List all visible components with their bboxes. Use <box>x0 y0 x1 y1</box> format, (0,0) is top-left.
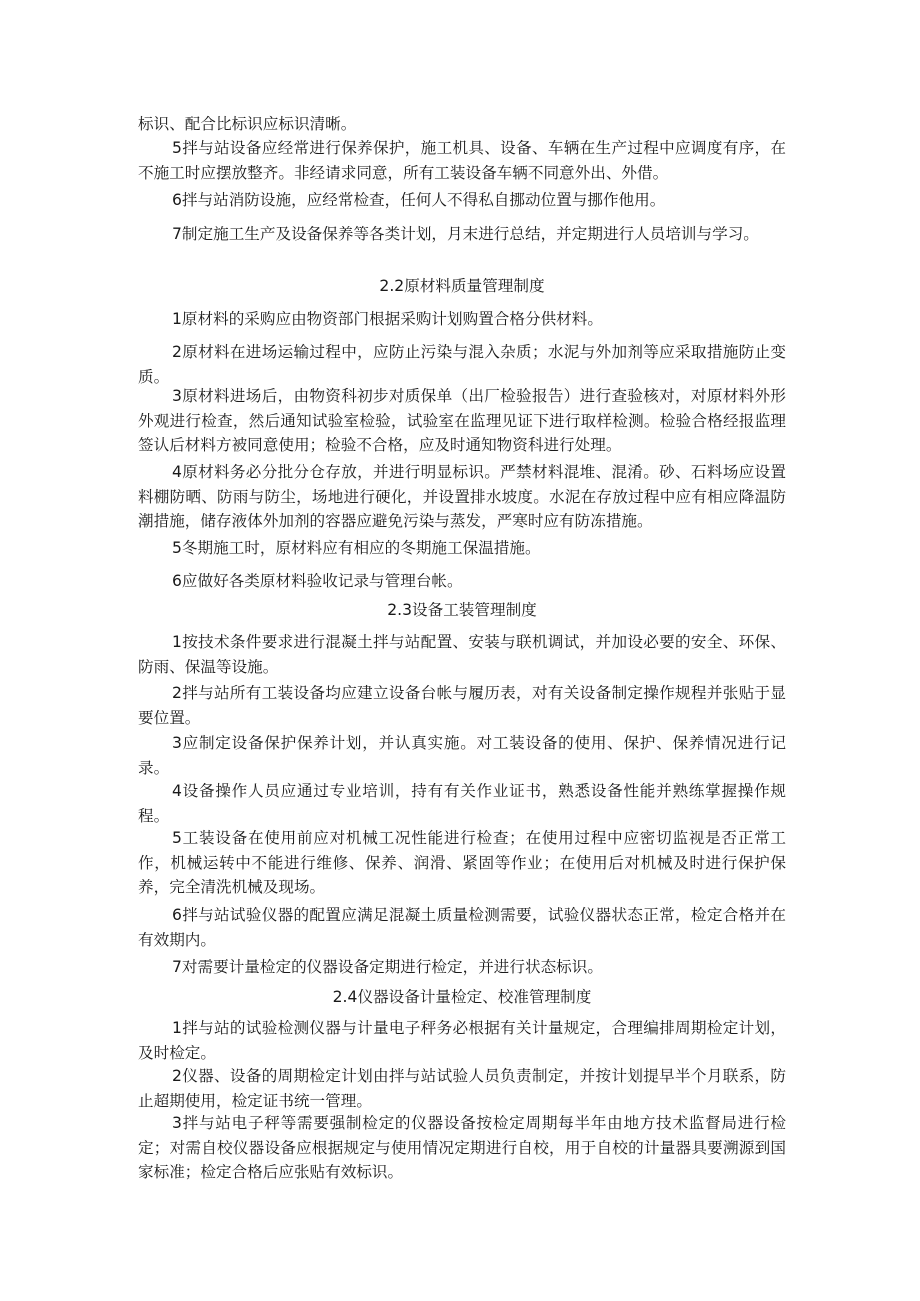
mix-station-item-6: 6拌与站消防设施，应经常检查，任何人不得私自挪动位置与挪作他用。 <box>172 191 666 209</box>
equipment-item-1: 1按技术条件要求进行混凝土拌与站配置、安装与联机调试，并加设必要的安全、环保、防雨、保温等设施。 <box>138 633 786 676</box>
section-2-3-heading: 2.3设备工装管理制度 <box>387 601 537 619</box>
mix-station-item-7: 7制定施工生产及设备保养等各类计划，月末进行总结，并定期进行人员培训与学习。 <box>172 225 759 243</box>
equipment-item-4: 4设备操作人员应通过专业培训，持有有关作业证书，熟悉设备性能并熟练掌握操作规程。 <box>138 782 786 825</box>
materials-item-6: 6应做好各类原材料验收记录与管理台帐。 <box>172 572 463 590</box>
equipment-item-3: 3应制定设备保护保养计划，并认真实施。对工装设备的使用、保护、保养情况进行记录。 <box>138 734 786 777</box>
intro-tail: 标识、配合比标识应标识清晰。 <box>138 115 357 133</box>
equipment-item-6: 6拌与站试验仪器的配置应满足混凝土质量检测需要，试验仪器状态正常，检定合格并在有效期内。 <box>138 906 786 949</box>
calibration-item-2: 2仪器、设备的周期检定计划由拌与站试验人员负责制定，并按计划提早半个月联系，防止超期使用，检定证书统一管理。 <box>138 1067 786 1110</box>
calibration-item-1: 1拌与站的试验检测仪器与计量电子秤务必根据有关计量规定，合理编排周期检定计划，及时检定。 <box>138 1019 786 1062</box>
materials-item-3: 3原材料进场后，由物资科初步对质保单（出厂检验报告）进行查验核对，对原材料外形外观进行检查，然后通知试验室检验，试验室在监理见证下进行取样检测。检验合格经报监理签认后材料方被同意使用；检验不合格，应及时通知物资科进行处理。 <box>138 387 786 455</box>
materials-item-1: 1原材料的采购应由物资部门根据采购计划购置合格分供材料。 <box>172 310 603 328</box>
materials-item-5: 5冬期施工时，原材料应有相应的冬期施工保温措施。 <box>172 539 541 557</box>
equipment-item-7: 7对需要计量检定的仪器设备定期进行检定，并进行状态标识。 <box>172 958 603 976</box>
equipment-item-5: 5工装设备在使用前应对机械工况性能进行检查；在使用过程中应密切监视是否正常工作，机械运转中不能进行维修、保养、润滑、紧固等作业；在使用后对机械及时进行保护保养，完全清洗机械及现场。 <box>138 829 786 897</box>
equipment-item-2: 2拌与站所有工装设备均应建立设备台帐与履历表，对有关设备制定操作规程并张贴于显要位置。 <box>138 684 786 727</box>
calibration-item-3: 3拌与站电子秤等需要强制检定的仪器设备按检定周期每半年由地方技术监督局进行检定；对需自校仪器设备应根据规定与使用情况定期进行自校，用于自校的计量器具要溯源到国家标准；检定合格后应张贴有效标识。 <box>138 1114 786 1182</box>
materials-item-4: 4原材料务必分批分仓存放，并进行明显标识。严禁材料混堆、混淆。砂、石料场应设置料棚防晒、防雨与防尘，场地进行硬化，并设置排水坡度。水泥在存放过程中应有相应降温防潮措施，储存液体外加剂的容器应避免污染与蒸发，严寒时应有防冻措施。 <box>138 463 786 531</box>
section-2-4-heading: 2.4仪器设备计量检定、校准管理制度 <box>332 988 592 1006</box>
materials-item-2: 2原材料在进场运输过程中，应防止污染与混入杂质；水泥与外加剂等应采取措施防止变质。 <box>138 343 786 386</box>
section-2-2-heading: 2.2原材料质量管理制度 <box>379 277 545 295</box>
mix-station-item-5: 5拌与站设备应经常进行保养保护，施工机具、设备、车辆在生产过程中应调度有序，在不施工时应摆放整齐。非经请求同意，所有工装设备车辆不同意外出、外借。 <box>138 139 786 182</box>
